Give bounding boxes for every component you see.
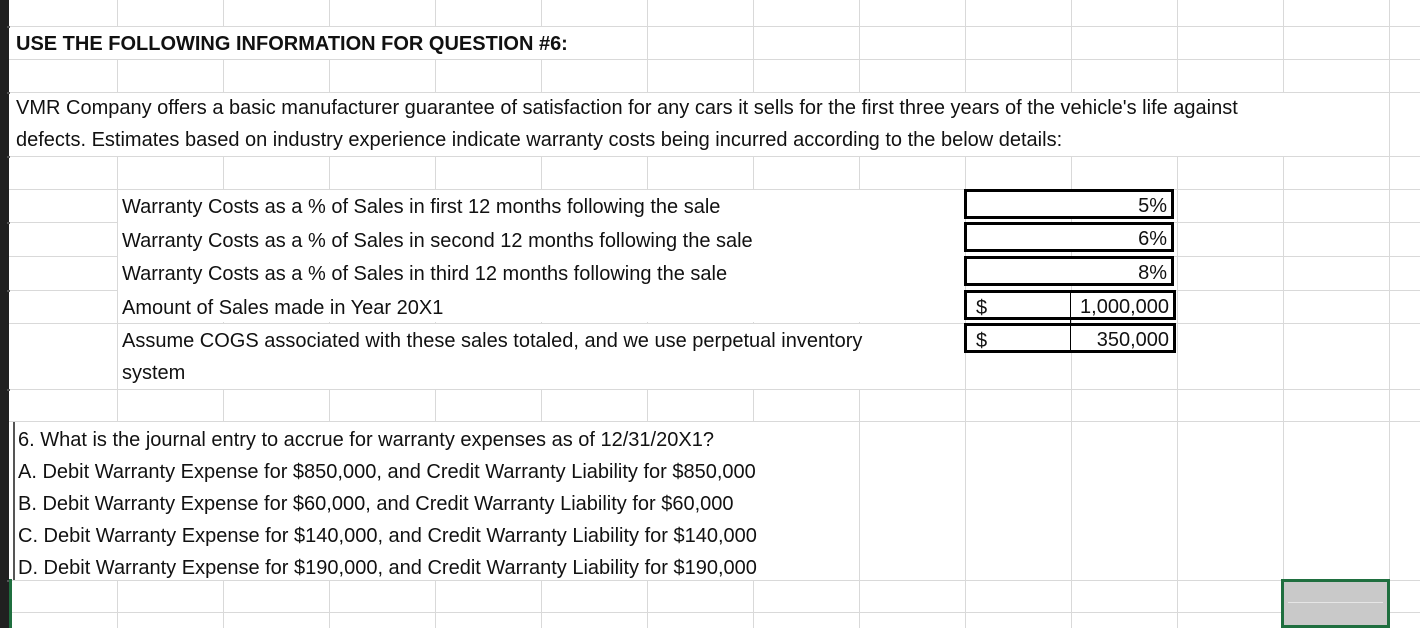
detail-label: Warranty Costs as a % of Sales in third 12 months following the sale xyxy=(122,263,728,285)
row-tick xyxy=(7,222,10,224)
question-prompt: 6. What is the journal entry to accrue for warranty expenses as of 12/31/20X1? xyxy=(18,429,714,451)
value-text: 6% xyxy=(1138,228,1167,250)
intro-line-1: VMR Company offers a basic manufacturer guarantee of satisfaction for any cars it sells for the first three years of the vehicle's life against xyxy=(16,97,1238,119)
currency-symbol: $ xyxy=(976,330,988,352)
row-tick xyxy=(7,26,10,28)
value-text: 8% xyxy=(1138,262,1167,284)
column-line xyxy=(1389,0,1390,628)
detail-label-continued: system xyxy=(122,362,186,384)
section-title: USE THE FOLLOWING INFORMATION FOR QUESTION #6: xyxy=(16,33,568,55)
selected-cell[interactable] xyxy=(1281,579,1390,628)
row-line xyxy=(0,156,1420,157)
value-cell[interactable] xyxy=(964,256,1174,286)
value-cell[interactable] xyxy=(964,222,1174,252)
row-line xyxy=(0,580,1420,581)
answer-option-c: C. Debit Warranty Expense for $140,000, and Credit Warranty Liability for $140,000 xyxy=(18,525,757,547)
question-block-border xyxy=(13,422,15,580)
answer-option-a: A. Debit Warranty Expense for $850,000, and Credit Warranty Liability for $850,000 xyxy=(18,461,756,483)
cell-divider xyxy=(1070,292,1071,352)
value-cell[interactable] xyxy=(964,189,1174,219)
row-tick xyxy=(7,389,10,391)
detail-label: Amount of Sales made in Year 20X1 xyxy=(122,297,444,319)
value-text: 350,000 xyxy=(1096,329,1169,351)
detail-label: Warranty Costs as a % of Sales in first 12 months following the sale xyxy=(122,196,721,218)
row-line xyxy=(0,59,1420,60)
value-text: 1,000,000 xyxy=(1080,296,1169,318)
detail-label: Warranty Costs as a % of Sales in second 12 months following the sale xyxy=(122,230,753,252)
left-frame-border xyxy=(0,0,9,628)
value-text: 5% xyxy=(1138,195,1167,217)
row-tick xyxy=(7,92,10,94)
row-selection-marker xyxy=(9,579,12,628)
row-tick xyxy=(7,156,10,158)
row-line xyxy=(0,612,1420,613)
selected-cell-divider xyxy=(1288,602,1383,603)
intro-line-2: defects. Estimates based on industry experience indicate warranty costs being incurred according to the below details: xyxy=(16,129,1063,151)
detail-label: Assume COGS associated with these sales totaled, and we use perpetual inventory xyxy=(122,330,863,352)
row-line xyxy=(0,389,1420,390)
currency-symbol: $ xyxy=(976,297,988,319)
answer-option-b: B. Debit Warranty Expense for $60,000, and Credit Warranty Liability for $60,000 xyxy=(18,493,734,515)
row-tick xyxy=(7,290,10,292)
answer-option-d: D. Debit Warranty Expense for $190,000, and Credit Warranty Liability for $190,000 xyxy=(18,557,757,579)
